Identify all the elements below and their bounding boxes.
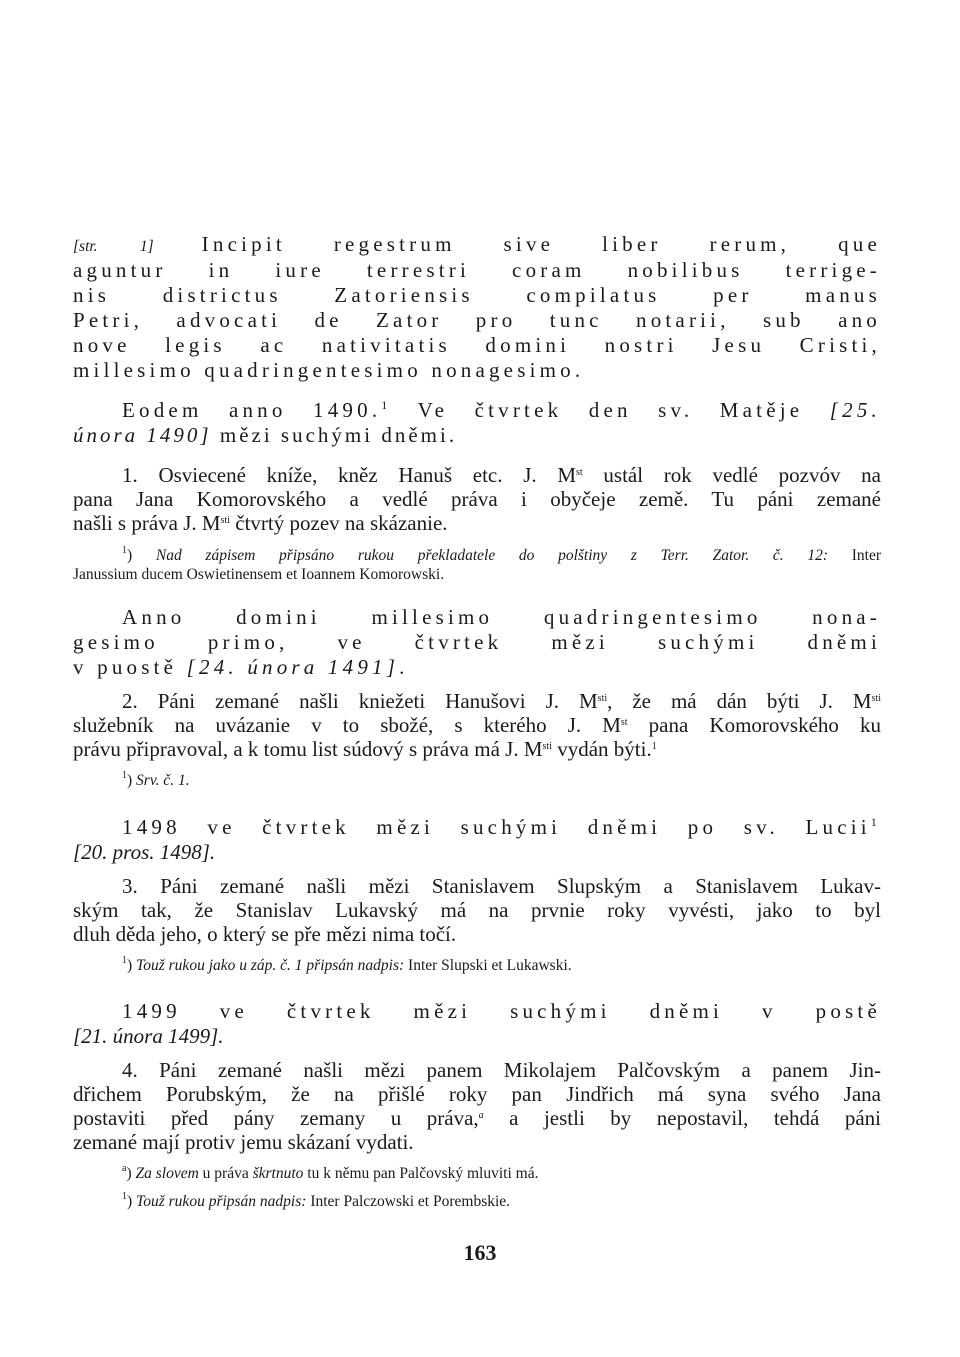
footnote-4: $^1$) Touž rukou připsán nadpis: Inter Palczowski et Porembskie. [122,1191,511,1210]
heading-text: Incipit regestrum sive liber rerum, que [201,232,881,256]
date-heading-4-line-2: [21. února 1499]. [73,1024,224,1048]
heading-line-1 [73,232,881,256]
entry-3-line-3: dluh děda jeho, o který se pře mězi nima točí. [73,922,457,946]
entry-3-line-1: 3. Páni zemané našli mězi Stanislavem Slupským a Stanislavem Lukav- [122,874,881,898]
date-heading-2-line-2: gesimo primo, ve čtvrtek mězi suchými dněmi [73,630,881,654]
entry-2-line-3: právu připravoval, a k tomu list súdový s práva má J. $M^{sti}$ vydán býti.$^1$ [73,737,657,761]
footnote-1-line-1: $^1$) Nad zápisem připsáno rukou překladatele do polštiny z Terr. Zator. č. 12: Inter [122,545,882,564]
heading-line-4: Petri, advocati de Zator pro tunc notarii, sub ano [73,308,881,332]
entry-4-line-1: 4. Páni zemané našli mězi panem Mikolajem Palčovským a panem Jin- [122,1058,881,1082]
entry-1-line-1: 1. Osviecené kníže, kněz Hanuš etc. J. Mst ustál rok vedlé pozvóv na [122,463,881,487]
heading-line-2: aguntur in iure terrestri coram nobilibus terrige- [73,258,881,282]
entry-2-line-1: 2. Páni zemané našli kniežeti Hanušovi J. $M^{sti}$, že má dán býti J. $M^{sti}$ [122,689,881,713]
date-heading-3-line-2: [20. pros. 1498]. [73,840,216,864]
date-heading-4-line-1: 1499 ve čtvrtek mězi suchými dněmi v postě [122,999,881,1023]
folio-marker: [str. 1] [73,238,154,255]
entry-4-line-3: postaviti před pány zemany u práva,$^a$ a jestli by nepostavil, tehdá páni [73,1106,881,1130]
entry-3-line-2: ským tak, že Stanislav Lukavský má na prvnie roky vyvésti, jako to byl [73,898,881,922]
entry-1-line-3: našli s práva J. $M^{sti}$ čtvrtý pozev na skázanie. [73,511,448,535]
footnote-2: $^1$) Srv. č. 1. [122,770,190,789]
heading-line-3: nis districtus Zatoriensis compilatus per manus [73,283,881,307]
date-heading-1-line-2: února 1490] mězi suchými dněmi. [73,423,458,447]
heading-line-5: nove legis ac nativitatis domini nostri Jesu Cristi, [73,333,881,357]
entry-4-line-2: dřichem Porubským, že na přišlé roky pan Jindřich má syna svého Jana [73,1082,881,1106]
footnote-1-line-2: Janussium ducem Oswietinensem et Ioannem Komorowski. [73,566,445,583]
date-heading-2-line-3: v puostě [24. února 1491]. [73,655,409,679]
date-heading-2-line-1: Anno domini millesimo quadringentesimo nona- [122,605,881,629]
heading-line-6: millesimo quadringentesimo nonagesimo. [73,358,585,382]
entry-4-line-4: zemané mají protiv jemu skázaní vydati. [73,1130,414,1154]
date-heading-1-line-1: Eodem anno 1490.$^1$ Ve čtvrtek den sv. Matěje [25. [122,398,881,422]
page-number: 163 [463,1240,497,1265]
date-heading-3-line-1: 1498 ve čtvrtek mězi suchými dněmi po sv. Lucii$^1$ [122,815,881,839]
footnote-3: $^1$) Touž rukou jako u záp. č. 1 připsán nadpis: Inter Slupski et Lukawski. [122,955,572,974]
entry-2-line-2: služebník na uvázanie v to sbožé, s kterého J. Mst pana Komorovského ku [73,713,881,737]
entry-1-line-2: pana Jana Komorovského a vedlé práva i obyčeje země. Tu páni zemané [73,487,881,511]
footnote-a: $^a$) Za slovem u práva škrtnuto tu k němu pan Palčovský mluviti má. [122,1163,539,1182]
